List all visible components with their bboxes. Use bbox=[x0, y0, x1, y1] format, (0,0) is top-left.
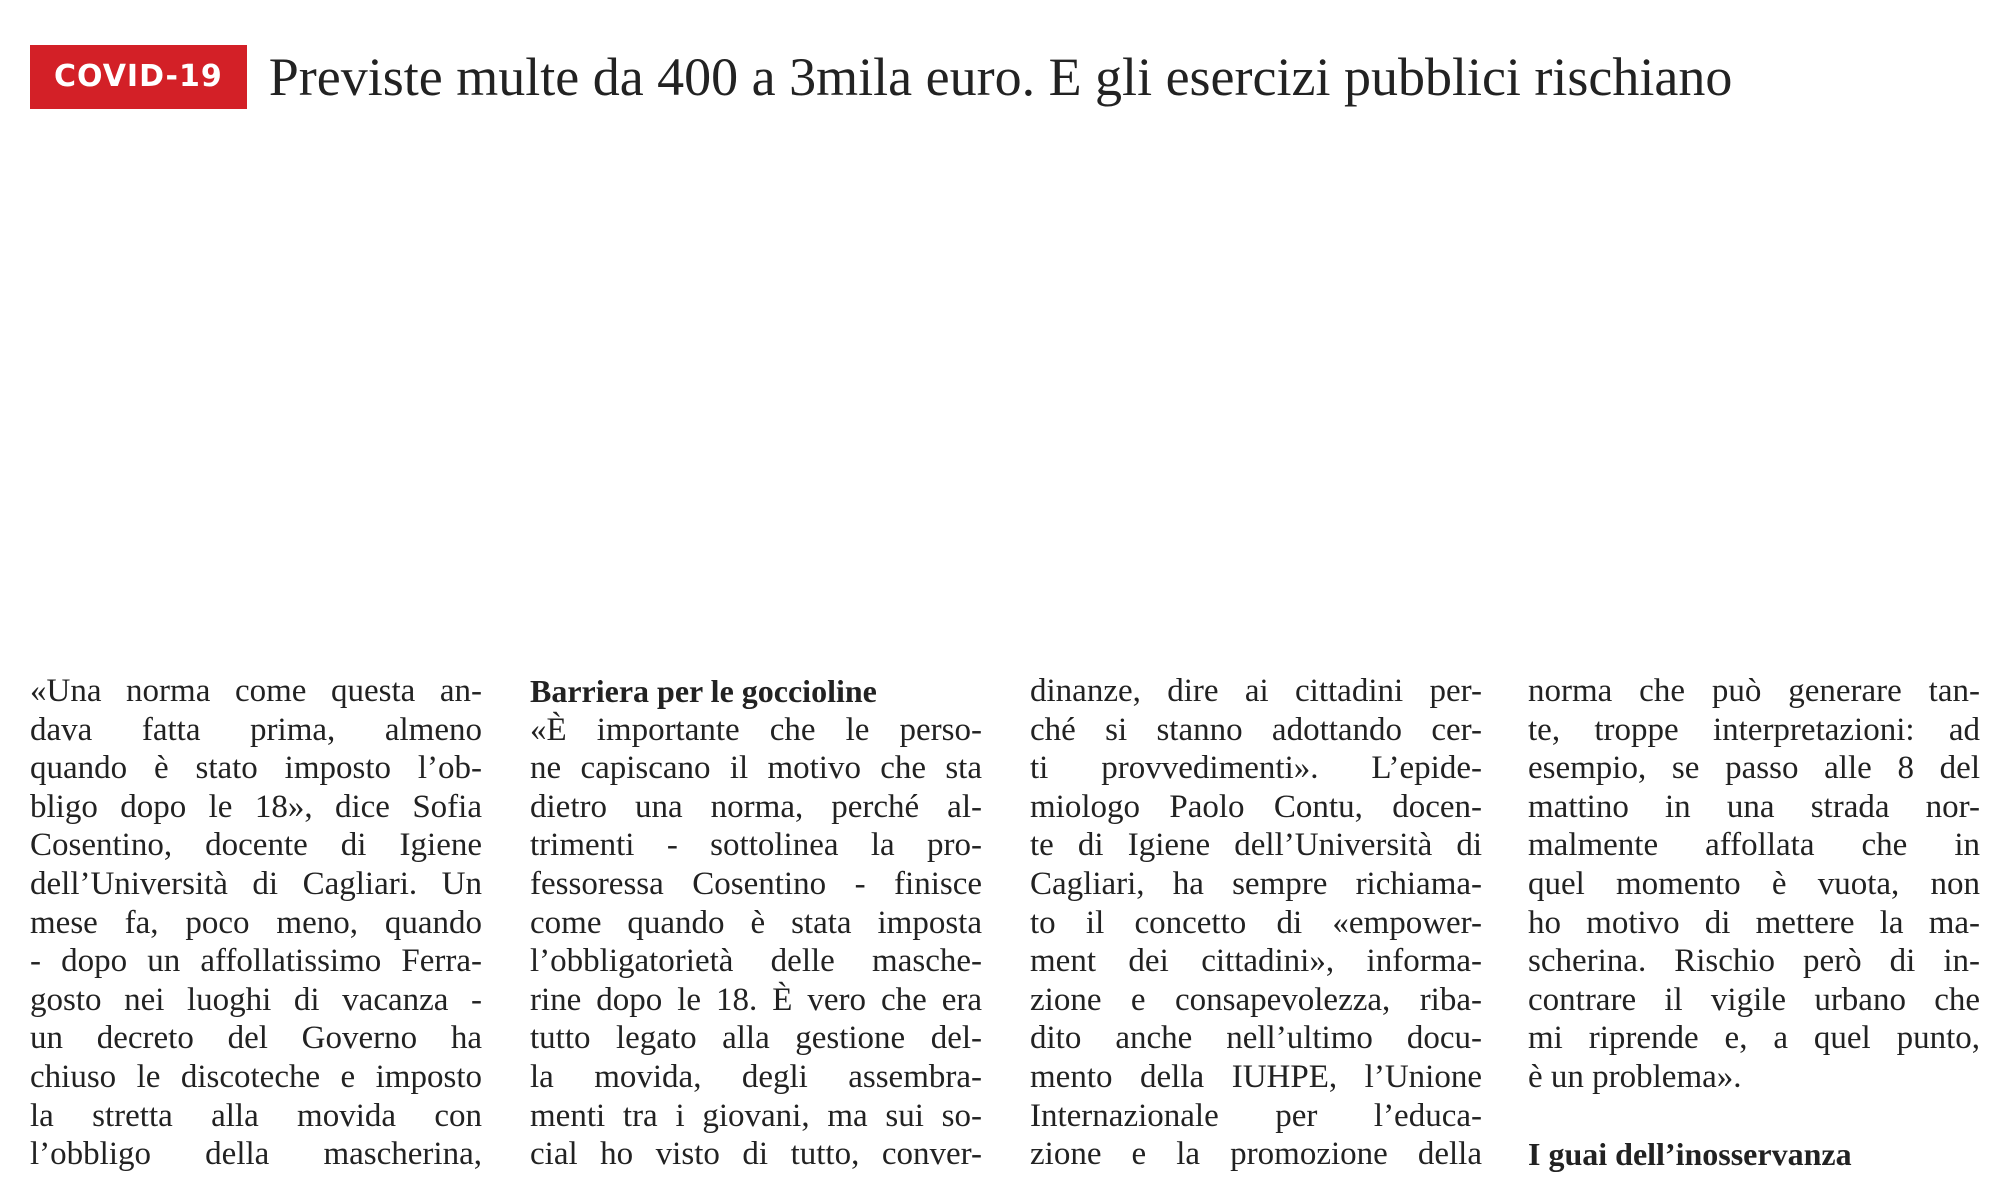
headline-line-2 bbox=[30, 305, 1980, 489]
article-line: Internazionale per l’educa- bbox=[1030, 1097, 1482, 1134]
kicker-text: Previste multe da 400 a 3mila euro. E gli esercizi pubblici rischiano bbox=[268, 47, 1733, 107]
article-line: zione e consapevolezza, riba- bbox=[1030, 981, 1482, 1018]
article-line: ne capiscano il motivo che sta bbox=[530, 750, 982, 787]
article-line: dietro una norma, perché al- bbox=[530, 788, 982, 825]
article-line: dito anche nell’ultimo docu- bbox=[1030, 1020, 1482, 1057]
article-line: malmente affollata che in bbox=[1528, 827, 1980, 864]
article-line: te di Igiene dell’Università di bbox=[1030, 827, 1482, 864]
article-line: dell’Università di Cagliari. Un bbox=[30, 865, 482, 902]
article-line: scherina. Rischio però di in- bbox=[1528, 943, 1980, 980]
article-line: un decreto del Governo ha bbox=[30, 1020, 482, 1057]
article-line: zione e la promozione della bbox=[1030, 1136, 1482, 1173]
article-line: dinanze, dire ai cittadini per- bbox=[1030, 673, 1482, 709]
article-line: quando è stato imposto l’ob- bbox=[30, 750, 482, 787]
article-line: mento della IUHPE, l’Unione bbox=[1030, 1058, 1482, 1095]
article-line: miologo Paolo Contu, docen- bbox=[1030, 788, 1482, 825]
article-line: trimenti - sottolinea la pro- bbox=[530, 827, 982, 864]
spacer bbox=[1528, 1097, 1980, 1136]
article-line: «È importante che le perso- bbox=[530, 711, 982, 748]
article-line: mi riprende e, a quel punto, bbox=[1528, 1020, 1980, 1057]
article-line: contrare il vigile urbano che bbox=[1528, 981, 1980, 1018]
article-line: mese fa, poco meno, quando bbox=[30, 904, 482, 941]
article-line: come quando è stata imposta bbox=[530, 904, 982, 941]
column-subheading: I guai dell’inosservanza bbox=[1528, 1136, 1852, 1173]
article-line: menti tra i giovani, ma sui so- bbox=[530, 1097, 982, 1134]
article-body bbox=[30, 672, 1980, 1192]
article-line: to il concetto di «empower- bbox=[1030, 904, 1482, 941]
article-line: ment dei cittadini», informa- bbox=[1030, 943, 1482, 980]
article-line: la stretta alla movida con bbox=[30, 1097, 482, 1134]
article-line: ti provvedimenti». L’epide- bbox=[1030, 750, 1482, 787]
article-line: cial ho visto di tutto, conver- bbox=[530, 1136, 982, 1173]
article-line: fessoressa Cosentino - finisce bbox=[530, 865, 982, 902]
article-line: - dopo un affollatissimo Ferra- bbox=[30, 943, 482, 980]
subheadline bbox=[30, 505, 1980, 595]
section-tag: COVID-19 bbox=[30, 45, 247, 109]
article-line: tutto legato alla gestione del- bbox=[530, 1020, 982, 1057]
article-column-3 bbox=[1030, 672, 1482, 1174]
headline-line-1 bbox=[30, 125, 1980, 309]
article-column-4 bbox=[1528, 672, 1980, 1174]
article-line: esempio, se passo alle 8 del bbox=[1528, 750, 1980, 787]
article-line: gosto nei luoghi di vacanza - bbox=[30, 981, 482, 1018]
article-column-2 bbox=[530, 672, 982, 1174]
article-line: bligo dopo le 18», dice Sofia bbox=[30, 788, 482, 825]
article-column-1 bbox=[30, 672, 482, 1174]
column-heading: Barriera per le goccioline bbox=[530, 673, 877, 709]
article-line: Cagliari, ha sempre richiama- bbox=[1030, 865, 1482, 902]
article-line: te, troppe interpretazioni: ad bbox=[1528, 711, 1980, 748]
article-line: l’obbligo della mascherina, bbox=[30, 1136, 482, 1173]
article-line: dava fatta prima, almeno bbox=[30, 711, 482, 748]
article-line: la movida, degli assembra- bbox=[530, 1058, 982, 1095]
article-line: Cosentino, docente di Igiene bbox=[30, 827, 482, 864]
article-line: ché si stanno adottando cer- bbox=[1030, 711, 1482, 748]
article-line: quel momento è vuota, non bbox=[1528, 865, 1980, 902]
article-line: mattino in una strada nor- bbox=[1528, 788, 1980, 825]
article-line: è un problema». bbox=[1528, 1058, 1742, 1095]
article-line: ho motivo di mettere la ma- bbox=[1528, 904, 1980, 941]
article-line: rine dopo le 18. È vero che era bbox=[530, 981, 982, 1018]
article-line: norma che può generare tan- bbox=[1528, 673, 1980, 709]
article-line: l’obbligatorietà delle masche- bbox=[530, 943, 982, 980]
kicker bbox=[30, 44, 1980, 110]
article-line: chiuso le discoteche e imposto bbox=[30, 1058, 482, 1095]
article-line: «Una norma come questa an- bbox=[30, 673, 482, 709]
